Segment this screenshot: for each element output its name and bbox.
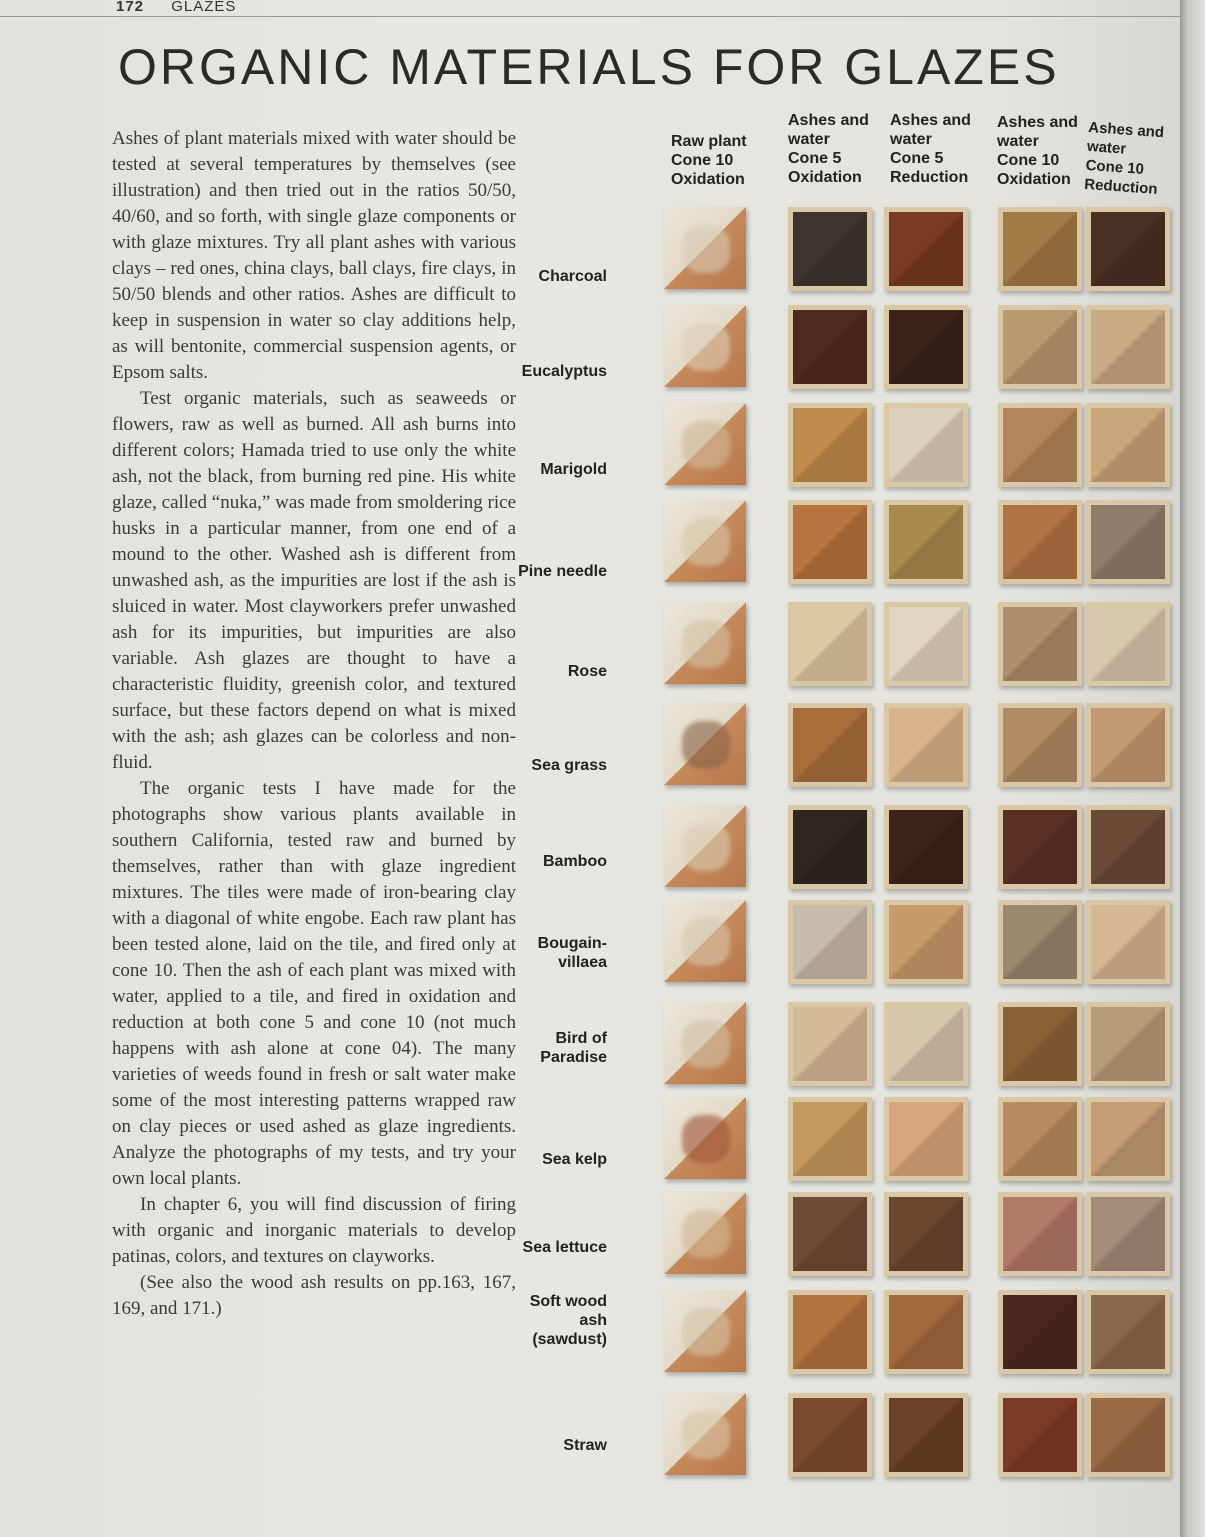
ash-glaze-tile bbox=[998, 1393, 1082, 1477]
row-label-line: Eucalyptus bbox=[521, 363, 607, 380]
row-label bbox=[497, 756, 607, 775]
paragraph: (See also the wood ash results on pp.163, 167, 169, and 171.) bbox=[112, 1272, 516, 1319]
ash-glaze-tile bbox=[788, 305, 872, 389]
ash-glaze-tile bbox=[1086, 805, 1170, 889]
ash-glaze-tile bbox=[998, 1097, 1082, 1181]
body-text bbox=[112, 126, 516, 1322]
ash-glaze-tile bbox=[788, 500, 872, 584]
ash-glaze-tile bbox=[788, 1192, 872, 1276]
raw-plant-tile bbox=[664, 207, 746, 289]
row-label-line: Bougain- bbox=[537, 935, 607, 952]
row-label bbox=[497, 1238, 607, 1257]
ash-glaze-tile bbox=[788, 1097, 872, 1181]
ash-glaze-tile bbox=[998, 703, 1082, 787]
ash-glaze-tile bbox=[998, 1002, 1082, 1086]
paragraph: Ashes of plant materials mixed with water should be tested at several temperatures by themselves (see illustration) and then tried out in the ratios 50/50, 40/60, and so forth, with single glaze components or with glaze mixtures. Try all plant ashes with various clays – red ones, china clays, ball clays, fire clays, in 50/50 blends and other ratios. Ashes are difficult to keep in suspension in water so clay additions help, as will bentonite, commercial suspension agents, or Epsom salts. bbox=[112, 128, 516, 383]
running-head bbox=[116, 0, 236, 15]
row-label-line: Bamboo bbox=[543, 853, 607, 870]
paragraph: Test organic materials, such as seaweeds or flowers, raw as well as burned. All ash burns into different colors; Hamada tried to use only the white ash, not the black, from burning red pine. His white glaze, called “nuka,” was made from smoldering rice husks in a particular manner, from one end of a mound to the other. Washed ash is different from unwashed ash, as the impurities are lost if the ash is sluiced in water. Most clayworkers prefer unwashed ash for its impurities, but impurities are also variable. Ash glazes are thought to have a characteristic fluidity, greenish color, and textured surface, but these factors depend on what is mixed with the ash; ash glazes can be colorless and non-fluid. bbox=[112, 388, 516, 773]
plant-residue bbox=[682, 1411, 730, 1459]
row-label-line: Bird of bbox=[555, 1030, 607, 1047]
ash-glaze-tile bbox=[1086, 1192, 1170, 1276]
ash-glaze-tile bbox=[884, 805, 968, 889]
row-label-line: Soft wood bbox=[529, 1293, 607, 1310]
ash-glaze-tile bbox=[788, 403, 872, 487]
ash-glaze-tile bbox=[998, 900, 1082, 984]
raw-plant-tile bbox=[664, 602, 746, 684]
column-header-line: Reduction bbox=[1083, 175, 1159, 198]
raw-plant-tile bbox=[664, 805, 746, 887]
plant-residue bbox=[682, 721, 730, 769]
raw-plant-tile bbox=[664, 1290, 746, 1372]
ash-glaze-tile bbox=[998, 500, 1082, 584]
raw-plant-tile bbox=[664, 1393, 746, 1475]
ash-glaze-tile bbox=[998, 403, 1082, 487]
plant-residue bbox=[682, 518, 730, 566]
section-name: GLAZES bbox=[171, 0, 237, 15]
ash-glaze-tile bbox=[1086, 500, 1170, 584]
column-header-line: Cone 10 bbox=[997, 152, 1060, 169]
column-header-line: water bbox=[890, 131, 932, 148]
row-label-line: Sea grass bbox=[531, 757, 607, 774]
row-label bbox=[497, 1436, 607, 1455]
row-label bbox=[497, 934, 607, 972]
ash-glaze-tile bbox=[884, 1393, 968, 1477]
ash-glaze-tile bbox=[884, 207, 968, 291]
plant-residue bbox=[682, 918, 730, 966]
page-title: ORGANIC MATERIALS FOR GLAZES bbox=[118, 39, 1060, 95]
column-header-line: Ashes and bbox=[1087, 118, 1165, 142]
row-label-line: (sawdust) bbox=[532, 1331, 607, 1348]
plant-residue bbox=[682, 421, 730, 469]
ash-glaze-tile bbox=[788, 1002, 872, 1086]
column-header-line: Reduction bbox=[890, 169, 969, 186]
ash-glaze-tile bbox=[884, 1290, 968, 1374]
ash-glaze-tile bbox=[884, 305, 968, 389]
row-label bbox=[497, 1292, 607, 1349]
column-header bbox=[1084, 118, 1165, 199]
column-header-line: Oxidation bbox=[788, 169, 862, 186]
ash-glaze-tile bbox=[1086, 602, 1170, 686]
plant-residue bbox=[682, 1115, 730, 1163]
ash-glaze-tile bbox=[1086, 1002, 1170, 1086]
plant-residue bbox=[682, 225, 730, 273]
ash-glaze-tile bbox=[884, 703, 968, 787]
paragraph: The organic tests I have made for the photographs show various plants available in southern California, tested raw and burned by themselves, rather than with glaze ingredient mixtures. The tiles were made of iron-bearing clay with a diagonal of white engobe. Each raw plant has been tested alone, laid on the tile, and fired only at cone 10. Then the ash of each plant was mixed with water, applied to a tile, and fired in oxidation and reduction at both cone 5 and cone 10 (not much happens with ash alone at cone 04). The many varieties of weeds found in fresh or salt water make some of the most interesting patterns wrapped raw on clay pieces or used ashed as glaze ingredients. Analyze the photographs of my tests, and try your own local plants. bbox=[112, 778, 516, 1189]
column-header-line: Ashes and bbox=[890, 112, 971, 129]
column-header-line: Oxidation bbox=[997, 171, 1071, 188]
row-label-line: villaea bbox=[558, 954, 607, 971]
row-label-line: ash bbox=[579, 1312, 607, 1329]
column-header bbox=[788, 111, 869, 187]
ash-glaze-tile bbox=[1086, 305, 1170, 389]
raw-plant-tile bbox=[664, 1097, 746, 1179]
column-header-line: Ashes and bbox=[788, 112, 869, 129]
ash-glaze-tile bbox=[788, 805, 872, 889]
column-header-line: Ashes and bbox=[997, 114, 1078, 131]
raw-plant-tile bbox=[664, 500, 746, 582]
ash-glaze-tile bbox=[1086, 1097, 1170, 1181]
ash-glaze-tile bbox=[788, 900, 872, 984]
page-number: 172 bbox=[116, 0, 145, 15]
book-gutter bbox=[1180, 0, 1205, 1537]
ash-glaze-tile bbox=[788, 1393, 872, 1477]
ash-glaze-tile bbox=[788, 1290, 872, 1374]
ash-glaze-tile bbox=[998, 1290, 1082, 1374]
column-header-line: Raw plant bbox=[671, 133, 747, 150]
row-label bbox=[497, 852, 607, 871]
row-label bbox=[497, 662, 607, 681]
row-label bbox=[497, 267, 607, 286]
column-header-line: Cone 10 bbox=[671, 152, 734, 169]
plant-residue bbox=[682, 1210, 730, 1258]
ash-glaze-tile bbox=[884, 1002, 968, 1086]
plant-residue bbox=[682, 1308, 730, 1356]
raw-plant-tile bbox=[664, 703, 746, 785]
ash-glaze-tile bbox=[998, 602, 1082, 686]
row-label bbox=[497, 460, 607, 479]
row-label bbox=[497, 1029, 607, 1067]
ash-glaze-tile bbox=[788, 602, 872, 686]
ash-glaze-tile bbox=[788, 207, 872, 291]
ash-glaze-tile bbox=[998, 805, 1082, 889]
row-label-line: Paradise bbox=[540, 1049, 607, 1066]
raw-plant-tile bbox=[664, 1192, 746, 1274]
ash-glaze-tile bbox=[1086, 1393, 1170, 1477]
raw-plant-tile bbox=[664, 900, 746, 982]
row-label bbox=[497, 562, 607, 581]
row-label-line: Charcoal bbox=[538, 268, 607, 285]
column-header bbox=[671, 132, 747, 189]
row-label-line: Pine needle bbox=[518, 563, 607, 580]
ash-glaze-tile bbox=[884, 500, 968, 584]
row-label-line: Sea kelp bbox=[542, 1151, 607, 1168]
row-label bbox=[497, 362, 607, 381]
raw-plant-tile bbox=[664, 403, 746, 485]
ash-glaze-tile bbox=[1086, 1290, 1170, 1374]
row-label-line: Straw bbox=[563, 1437, 607, 1454]
raw-plant-tile bbox=[664, 1002, 746, 1084]
ash-glaze-tile bbox=[884, 1192, 968, 1276]
plant-residue bbox=[682, 823, 730, 871]
paragraph: In chapter 6, you will find discussion of firing with organic and inorganic materials to develop patinas, colors, and textures on clayworks. bbox=[112, 1194, 516, 1267]
ash-glaze-tile bbox=[884, 602, 968, 686]
ash-glaze-tile bbox=[884, 900, 968, 984]
column-header-line: Cone 5 bbox=[890, 150, 944, 167]
ash-glaze-tile bbox=[1086, 900, 1170, 984]
column-header bbox=[997, 113, 1078, 189]
column-header-line: Cone 5 bbox=[788, 150, 842, 167]
column-header-line: Oxidation bbox=[671, 171, 745, 188]
column-header-line: water bbox=[1086, 137, 1127, 158]
ash-glaze-tile bbox=[998, 305, 1082, 389]
ash-glaze-tile bbox=[1086, 207, 1170, 291]
header-rule bbox=[0, 16, 1180, 17]
ash-glaze-tile bbox=[788, 703, 872, 787]
column-header-line: Cone 10 bbox=[1085, 156, 1145, 178]
plant-residue bbox=[682, 620, 730, 668]
ash-glaze-tile bbox=[998, 1192, 1082, 1276]
ash-glaze-tile bbox=[884, 403, 968, 487]
ash-glaze-tile bbox=[1086, 403, 1170, 487]
row-label-line: Sea lettuce bbox=[522, 1239, 607, 1256]
raw-plant-tile bbox=[664, 305, 746, 387]
plant-residue bbox=[682, 1020, 730, 1068]
column-header bbox=[890, 111, 971, 187]
ash-glaze-tile bbox=[1086, 703, 1170, 787]
ash-glaze-tile bbox=[998, 207, 1082, 291]
ash-glaze-tile bbox=[884, 1097, 968, 1181]
row-label-line: Rose bbox=[567, 663, 607, 680]
column-header-line: water bbox=[997, 133, 1039, 150]
row-label-line: Marigold bbox=[540, 461, 607, 478]
plant-residue bbox=[682, 323, 730, 371]
column-header-line: water bbox=[788, 131, 830, 148]
row-label bbox=[497, 1150, 607, 1169]
